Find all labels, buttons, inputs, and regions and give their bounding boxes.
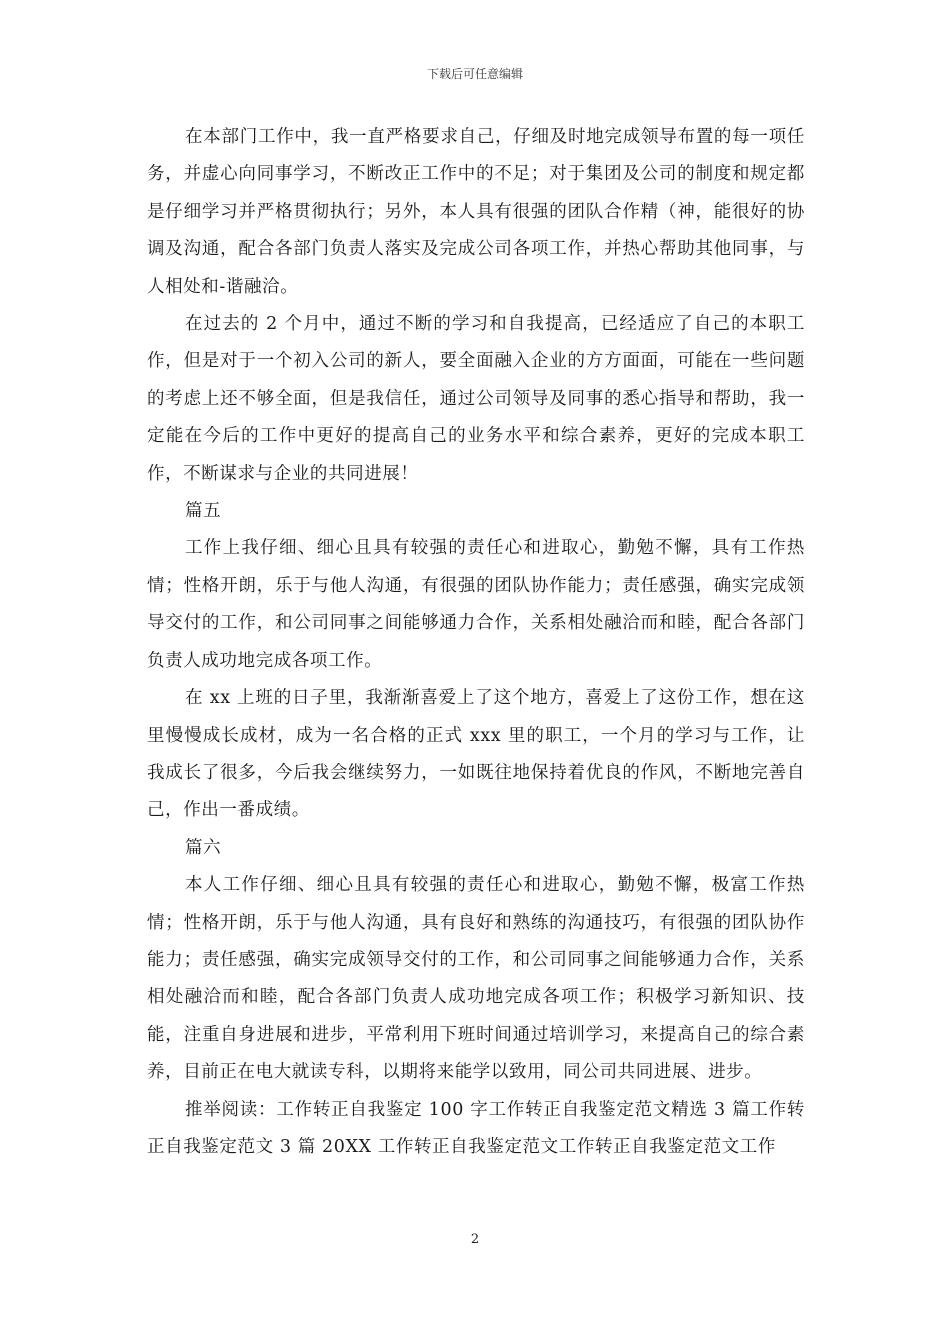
recommended-reading: 推举阅读：工作转正自我鉴定 100 字工作转正自我鉴定范文精选 3 篇工作转正自我鉴定范文 3 篇 20XX 工作转正自我鉴定范文工作转正自我鉴定范文工作 bbox=[147, 1099, 805, 1157]
paragraph: 工作上我仔细、细心且具有较强的责任心和进取心，勤勉不懈，具有工作热情；性格开朗，乐于与他人沟通，有很强的团队协作能力；责任感强，确实完成领导交付的工作，和公司同事之间能够通力合作，关系相处融洽而和睦，配合各部门负责人成功地完成各项工作。 bbox=[147, 538, 805, 671]
document-body bbox=[147, 119, 805, 1166]
page-header: 下载后可任意编辑 bbox=[426, 67, 523, 81]
section-heading: 篇六 bbox=[185, 837, 222, 858]
section-heading: 篇五 bbox=[185, 501, 222, 522]
paragraph: 在本部门工作中，我一直严格要求自己，仔细及时地完成领导布置的每一项任务，并虚心向同事学习，不断改正工作中的不足；对于集团及公司的制度和规定都是仔细学习并严格贯彻执行；另外，本人具有很强的团队合作精（神，能很好的协调及沟通，配合各部门负责人落实及完成公司各项工作，并热心帮助其他同事，与人相处和-谐融洽。 bbox=[147, 127, 805, 297]
page-number: 2 bbox=[470, 1232, 480, 1247]
paragraph: 本人工作仔细、细心且具有较强的责任心和进取心，勤勉不懈，极富工作热情；性格开朗，乐于与他人沟通，具有良好和熟练的沟通技巧，有很强的团队协作能力；责任感强，确实完成领导交付的工作，和公司同事之间能够通力合作，关系相处融洽而和睦，配合各部门负责人成功地完成各项工作；积极学习新知识、技能，注重自身进展和进步，平常利用下班时间通过培训学习，来提高自己的综合素养，目前正在电大就读专科，以期将来能学以致用，同公司共同进展、进步。 bbox=[147, 875, 805, 1083]
paragraph: 在 xx 上班的日子里，我渐渐喜爱上了这个地方，喜爱上了这份工作，想在这里慢慢成长成材，成为一名合格的正式 xxx 里的职工，一个月的学习与工作，让我成长了很多，今后我会继续努力，一如既往地保持着优良的作风，不断地完善自己，作出一番成绩。 bbox=[147, 688, 805, 821]
paragraph: 在过去的 2 个月中，通过不断的学习和自我提高，已经适应了自己的本职工作，但是对于一个初入公司的新人，要全面融入企业的方方面面，可能在一些问题的考虑上还不够全面，但是我信任，通过公司领导及同事的悉心指导和帮助，我一定能在今后的工作中更好的提高自己的业务水平和综合素养，更好的完成本职工作，不断谋求与企业的共同进展！ bbox=[147, 314, 805, 484]
